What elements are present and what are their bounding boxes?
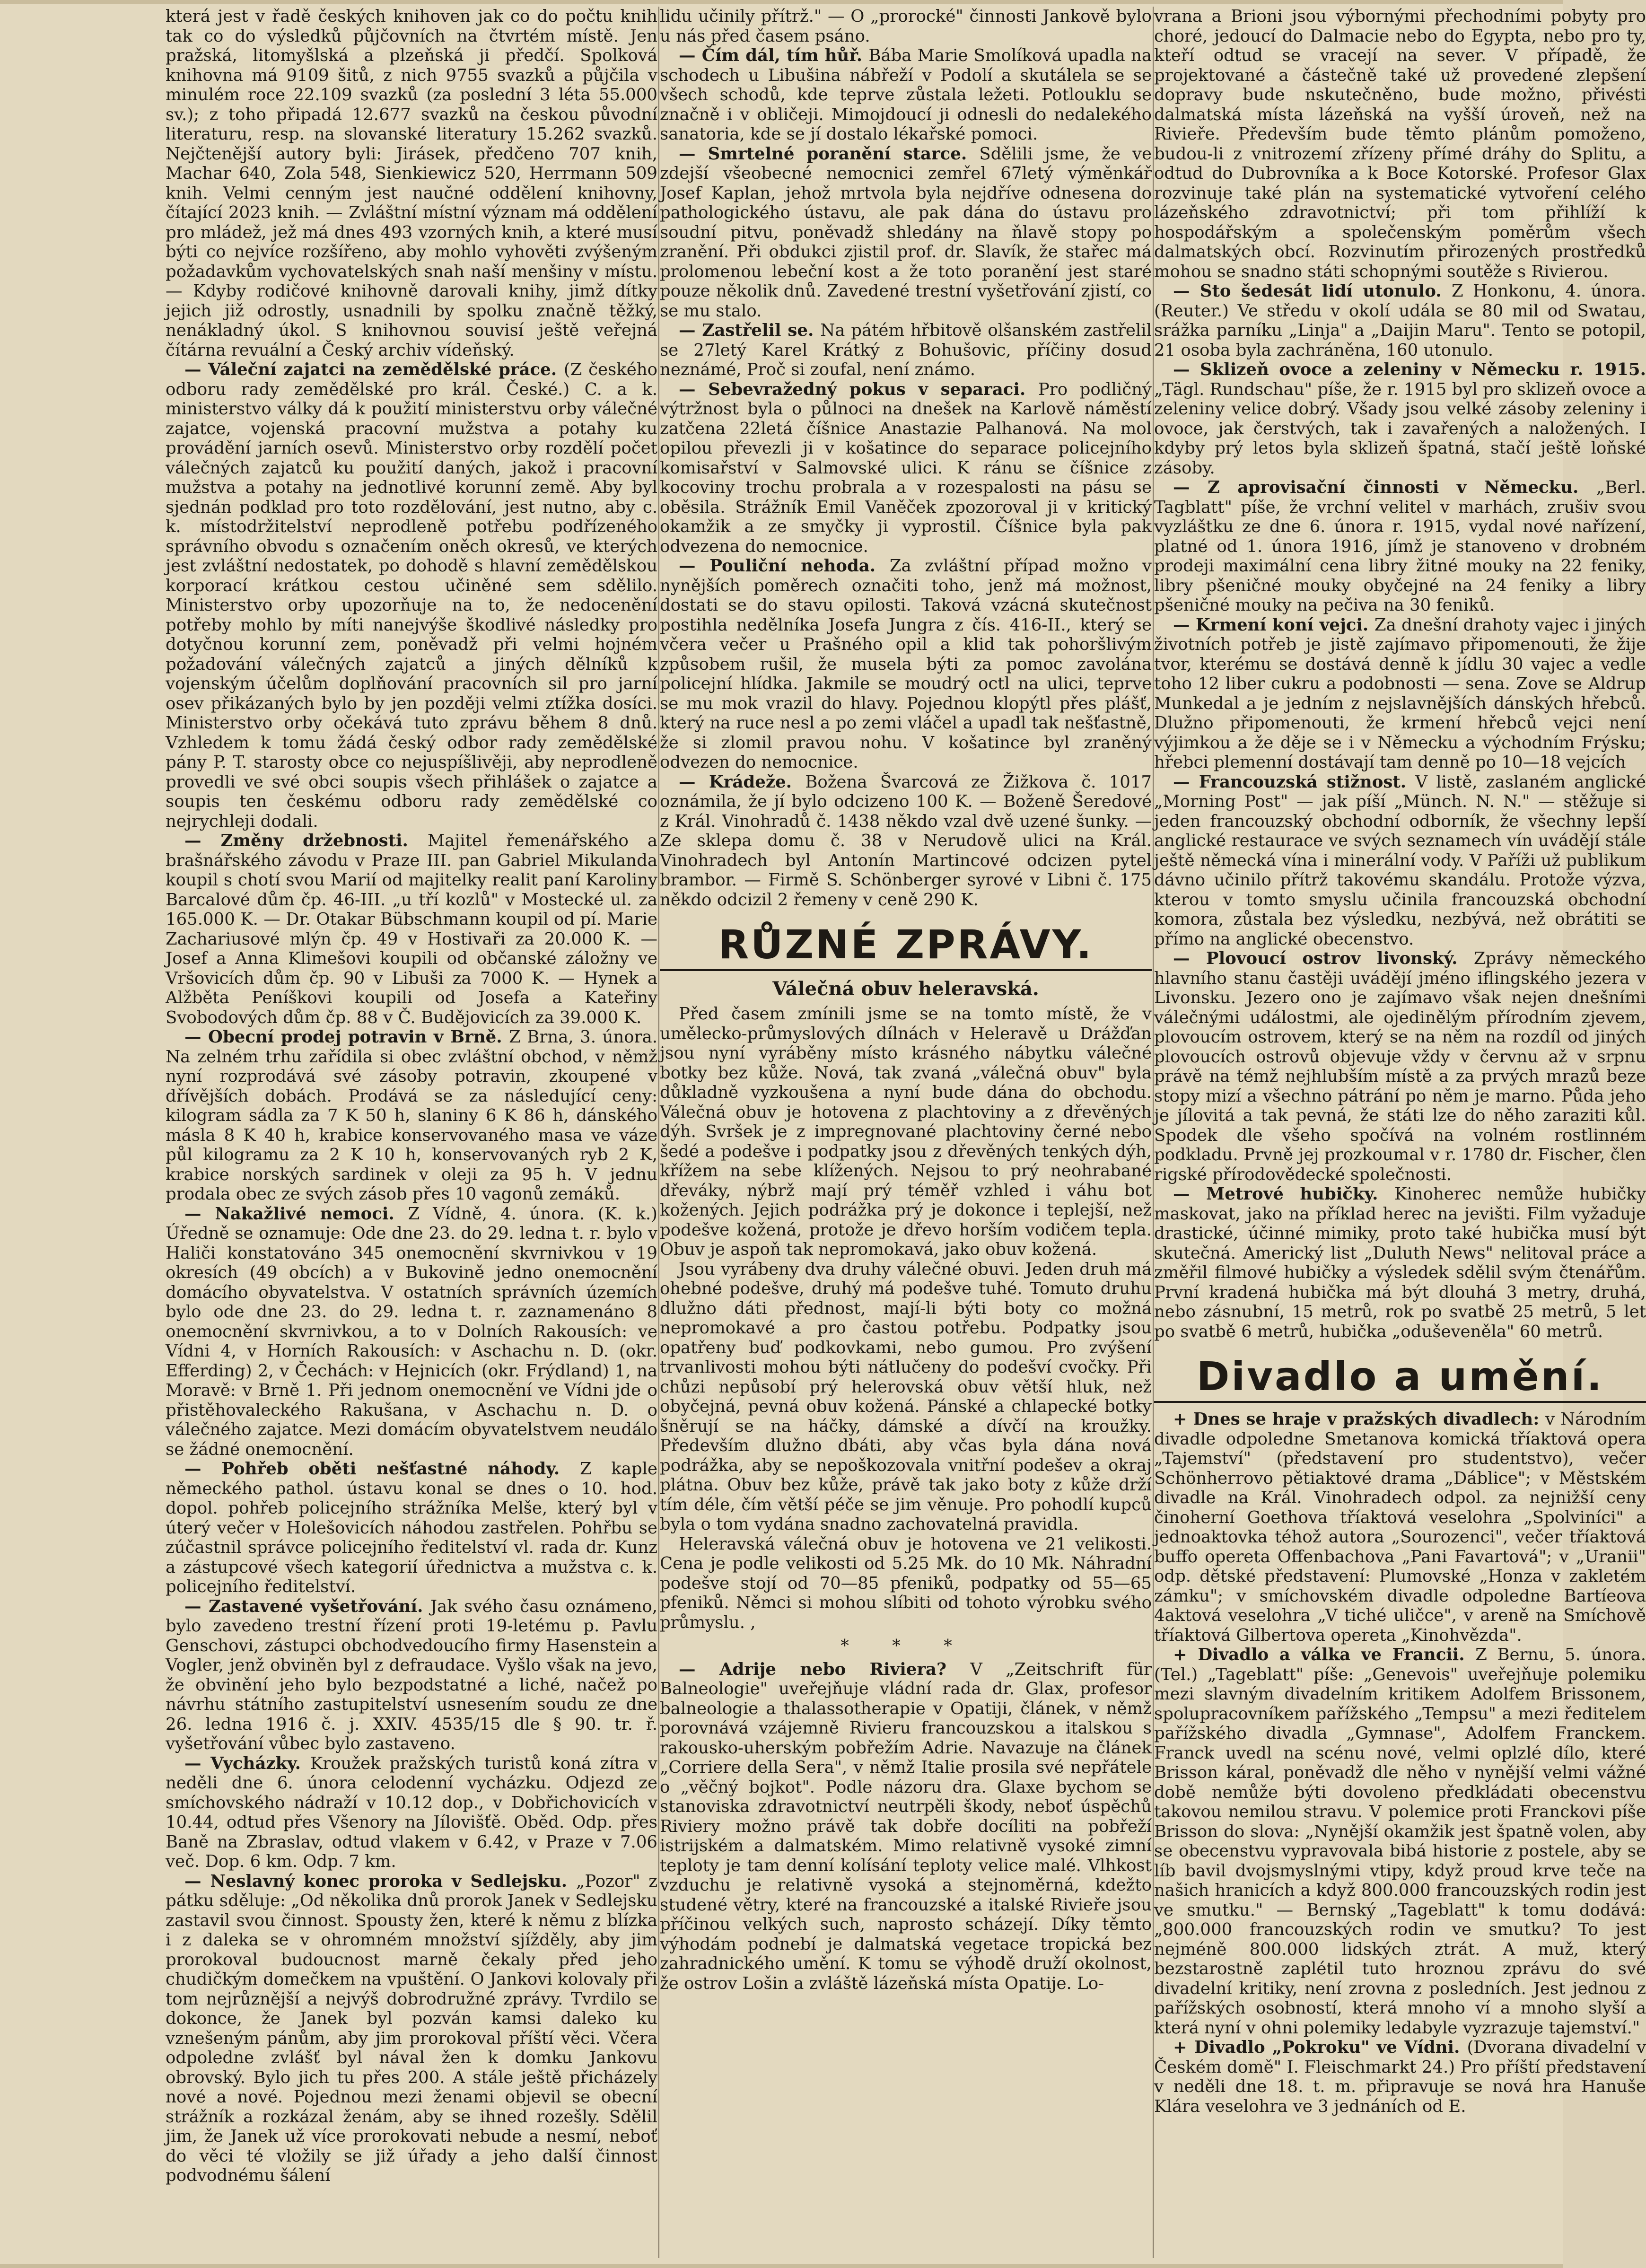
article-text: „Tägl. Rundschau" píše, že r. 1915 byl pro sklizeň ovoce a zeleniny velice dobrý. Všady jsou velké zásoby zeleniny i ovoce, jak čerstvých, tak i zavařených a naložených. I kdyby prý letos byla sklizeň špatná, stačí ještě loňské zásoby. [1154, 379, 1646, 478]
article-paragraph [1154, 772, 1646, 949]
paper-edge-top [0, 0, 1563, 4]
article-text: Kinoherec nemůže hubičky maskovat, jako na příklad herec na jevišti. Film vyžaduje drastické, účinné mimiky, proto také hubička musí být skutečná. Americký list „Duluth News" nelitoval práce a změřil filmové hubičky a výsledek sdělil svým čtenářům. První kradená hubička má být dlouhá 3 metry, druhá, nebo zásnubní, 15 metrů, rok po svatbě 25 metrů, 5 let po svatbě 6 metrů, hubička „oduševeněla" 60 metrů. [1154, 1184, 1646, 1341]
article-text: Z Vídně, 4. února. (K. k.) Úředně se oznamuje: Ode dne 23. do 29. ledna t. r. bylo v Haliči konstatováno 345 onemocnění skvrnivkou v 19 okresích (49 obcích) a v Bukovině jedno onemocnění domácího obyvatelstva. V ostatních správních územích bylo ode dne 23. do 29. ledna t. r. zaznamenáno 8 onemocnění skvrnivkou, a to v Dolních Rakousích: ve Vídni 4, v Horních Rakousích: v Aschachu n. D. (okr. Efferding) 2, v Čechách: v Hejnicích (okr. Frýdland) 1, na Moravě: v Brně 1. Při jednom onemocnění ve Vídni jde o přistěhovaleckého Rakušana, v Aschachu n. D. o válečného zajatce. Mezi domácím obyvatelstvem neudálo se žádné onemocnění. [166, 1204, 657, 1459]
article-text: Z Honkonu, 4. února. (Reuter.) Ve středu v okolí udála se 80 mil od Swatau, srážka parníku „Linja" a „Daijin Maru". Tento se potopil, 21 osoba byla zachráněna, 160 utonulo. [1154, 281, 1646, 360]
article-paragraph [1154, 360, 1646, 478]
article-headline: — Nakažlivé nemoci. [184, 1204, 408, 1224]
column-right [1154, 7, 1646, 2258]
article-text: Za zvláštní případ možno v nynějších poměrech označiti toho, jenž má možnost, dostati se do stavu opilosti. Taková vzácná skutečnost postihla nedělníka Josefa Jungra z čís. 416-II., který se včera večer u Prašného opil a klid tak pohoršlivým způsobem rušil, že musela býti za pomoc zavolána policejní hlídka. Jakmile se moudrý octl na ulici, teprve se mu mok vrazil do hlavy. Pojednou klopýtl přes plášť, který na ruce nesl a po zemi vláčel a upadl tak nešťastně, že si zlomil pravou nohu. V košatince byl zraněný odvezen do nemocnice. [660, 556, 1152, 772]
article-headline: + Dnes se hraje v pražských divadlech: [1173, 1410, 1546, 1429]
article-paragraph [166, 1597, 657, 1754]
article-paragraph [166, 360, 657, 831]
article-headline: + Divadlo a válka ve Francii. [1173, 1645, 1476, 1664]
article-headline: — Sto šedesát lidí utonulo. [1173, 281, 1452, 301]
article-headline: — Krmení koní vejci. [1173, 615, 1375, 635]
article-paragraph [660, 321, 1152, 380]
article-headline: — Sklizeň ovoce a zeleniny v Německu r. 1915. [1173, 360, 1646, 379]
article-headline: — Francouzská stižnost. [1173, 772, 1416, 792]
article-text: Jsou vyrábeny dva druhy válečné obuvi. Jeden druh má ohebné podešve, druhý má podešve tuhé. Tomuto druhu dlužno dáti přednost, mají-li býti boty co možná nepromokavé a pro častou potřebu. Podpatky jsou opatřeny buď podkovkami, nebo gumou. Pro zvýšení trvanlivosti mohou býti nátlučeny do podešví cvočky. Při chůzi nepůsobí prý helerovská obuv větší hluk, než obyčejná, pevná obuv kožená. Pánské a chlapecké botky šněrují se na háčky, dámské a dívčí na kroužky. Především dlužno dbáti, aby včas byla dána nová podrážka, aby se nepoškozovala vnitřní podešev a okraj plátna. Obuv bez kůže, právě tak jako boty z kůže drží tím déle, čím větší péče se jim věnuje. Pro pohodlí kupců byla o tom vydána snadno zachovatelná pravidla. [660, 1259, 1152, 1534]
article-headline: — Vycházky. [184, 1753, 310, 1773]
article-text: lidu učinily přítrž." — O „prorocké" činnosti Jankově bylo u nás před časem psáno. [660, 7, 1152, 46]
article-text: „Pozor" z pátku sděluje: „Od několika dnů prorok Janek v Sedlejsku zastavil svou činnost. Spousty žen, které k němu z blízka i z daleka se v ohromném množství sjížděly, aby jim prorokoval budoucnost marně čekaly před jeho chudičkým domečkem na vpuštění. O Jankovi kolovaly při tom nejrůznější a nejvýš dobrodružné zprávy. Tvrdilo se dokonce, že Janek byl pozván kamsi daleko ku vznešeným pánům, aby jim prorokoval příští věci. Včera odpoledne zvlášť byl nával žen k domku Jankovu obrovský. Bylo jich tu přes 200. A stále ještě přicházely nové a nové. Pojednou mezi ženami objevil se obecní strážník a rozkázal ženám, aby se ihned rozešly. Sdělil jim, že Janek už více prorokovati nebude a nesmí, neboť do věci té vložily se již úřady a jeho další činnost podvodnému šálení [166, 1871, 657, 2185]
article-text: V listě, zaslaném anglické „Morning Post" — jak píší „Münch. N. N." — stěžuje si jeden francouzský obchodní odborník, že všechny lepší anglické restaurace ve svých seznamech vín uvádějí stále ještě německá vína i minerální vody. V Paříži už publikum dávno učinilo přítrž takovému skandálu. Protože výzva, kterou v tomto smyslu učinila francouzská obchodní komora, zůstala bez výsledku, nezbývá, než obrátiti se přímo na anglické obecenstvo. [1154, 772, 1646, 949]
article-text: Heleravská válečná obuv je hotovena ve 21 velikosti. Cena je podle velikosti od 5.25 Mk. do 10 Mk. Náhradní podešve stojí od 70—85 pfeniků, podpatky od 55—65 pfeniků. Němci si mohou slíbiti od tohoto výrobku svého průmyslu. , [660, 1534, 1152, 1632]
article-headline: — Plovoucí ostrov livonský. [1173, 949, 1474, 968]
article-paragraph [1154, 2038, 1646, 2116]
article-headline: — Smrtelné poranění starce. [679, 144, 980, 164]
article-text: Sdělili jsme, že ve zdejší všeobecné nemocnici zemřel 67letý výměnkář Josef Kaplan, jehož mrtvola byla nejdříve odnesena do pathologického ústavu, ale pak dána do ústavu pro soudní pitvu, poněvadž shledány na ňlavě stopy po zranění. Při obdukci zjistil prof. dr. Slavík, že stařec má prolomenou lebeční kost a že toto poranění jest staré pouze několik dnů. Zavedené trestní vyšetřování zjistí, co se mu stalo. [660, 144, 1152, 321]
article-text: Zprávy německého hlavního stanu častěji uvádějí jméno iflingského jezera v Livonsku. Jezero ono je zajímavo však nejen dnešními válečnými událostmi, ale ojedinělým přírodním zjevem, plovoucím ostrovem, který se na něm na rozdíl od jiných plovoucích ostrovů objevuje vždy v červnu až v srpnu právě na témž nejhlubším místě a za prvých mrazů beze stopy mizí a všechno pátrání po něm je marno. Půda jeho je jílovitá a tak pevná, že státi lze do něho zaraziti kůl. Spodek dle všeho spočívá na volném rostlinném podkladu. Prvně jej prozkoumal v r. 1780 dr. Fischer, člen rigské přírodovědecké společnosti. [1154, 949, 1646, 1184]
article-text: V „Zeitschrift für Balneologie" uveřejňuje vládní rada dr. Glax, profesor balneologie a thalassotherapie v Opatiji, článek, v němž porovnává vzájemně Rivieru francouzskou a italskou s rakousko-uherským pobřežím Adrie. Navazuje na článek „Corriere della Sera", v němž Italie prosila své nepřátele o „věčný bojkot". Podle názoru dra. Glaxe bychom se stanoviska zdravotnictví neutrpěli škody, neboť úspěchů Riviery možno právě tak dobře docíliti na pobřeží istrijském a dalmatském. Mimo relativně vysoké zimní teploty je tam denní kolísání teploty velice malé. Vlhkost vzduchu je relativně vysoká a stejnoměrná, kdežto studené větry, které na francouzské a italské Rivieře jsou příčinou velkých such, naprosto scházejí. Díky těmto výhodám podnebí je dalmatská vegetace tropická bez zahradnického umění. K tomu se výhodě druží okolnost, že ostrov Lošin a zvláště lázeňská místa Opatije. Lo- [660, 1659, 1152, 1993]
article-text: Za dnešní drahoty vajec i jiných životních potřeb je jistě zajímavo připomenouti, že žije tvor, kterému se dostává denně k jídlu 30 vajec a vedle toho 12 liber cukru a podobnosti — sena. Zove se Aldrup Munkedal a je jedním z nejslavnějších dánských hřebců. Dlužno připomenouti, že krmení hřebců vejci není výjimkou a že děje se i v Německu a východním Frýsku; hřebci plemenní dostávají tam denně po 10—18 vejcích [1154, 615, 1646, 772]
article-text: Na pátém hřbitově olšanském zastřelil se 27letý Karel Krátký z Bohušovic, příčiny dosud neznámé, Proč si zoufal, není známo. [660, 321, 1152, 379]
article-text: vrana a Brioni jsou výbornými přechodními pobyty pro choré, jedoucí do Dalmacie nebo do Egypta, nebo pro ty, kteří odtud se vracejí na sever. V případě, že projektované a částečně také už provedené zlepšení dopravy bude nskutečněno, bude možno, přivésti dalmatská místa lázeňská na vyšší úroveň, než na Rivieře. Především bude těmto plánům pomoženo, budou-li z vnitrozemí zřízeny přímé dráhy do Splitu, a odtud do Dubrovníka a k Boce Kotorské. Profesor Glax rozvinuje také plán na systematické vytvoření celého lázeňského zdravotnictví; při tom přihlíží k hospodářským a společenským poměrům všech dalmatských obcí. Rozvinutím přirozených prostředků mohou se snadno státi schopnými soutěže s Rivierou. [1154, 7, 1646, 281]
article-headline: — Pohřeb oběti nešťastné náhody. [184, 1459, 580, 1479]
article-paragraph [1154, 7, 1646, 281]
section-banner: RŮZNÉ ZPRÁVY. [718, 921, 1094, 968]
article-text: (Dvorana divadelní v Českém domě" I. Fleischmarkt 24.) Pro příští představení v neděli dne 18. t. m. připravuje se nová hra Hanuše Klára veselohra ve 3 jednáních od E. [1154, 2038, 1646, 2116]
column-divider-right [1153, 7, 1154, 2258]
article-text: Jak svého času oznámeno, bylo zavedeno trestní řízení proti 19-letému p. Pavlu Genschovi, zástupci obchodvedoucího firmy Hasenstein a Vogler, jenž obviněn byl z defraudace. Vyšlo však na jevo, že obvinění jeho bylo bezpodstatné a liché, načež po návrhu státního zastupitelství usnesením soudu ze dne 26. ledna 1916 č. j. XXIV. 4535/15 dle § 90. tr. ř. vyšetřování vůbec bylo zastaveno. [166, 1596, 657, 1753]
article-headline: — Z aprovisační činnosti v Německu. [1173, 478, 1596, 497]
banner-underline [1154, 1401, 1646, 1403]
article-paragraph [1154, 1645, 1646, 2038]
article-headline: — Sebevražedný pokus v separaci. [679, 379, 1038, 399]
article-headline: — Pouliční nehoda. [679, 556, 890, 576]
article-paragraph [660, 1004, 1152, 1260]
article-headline: — Čím dál, tím hůř. [679, 46, 869, 65]
article-paragraph [1154, 478, 1646, 615]
article-text: v Národním divadle odpoledne Smetanova komická tříaktová opera „Tajemství" (představení pro studentstvo), večer Schönherrovo pětiaktové drama „Dáblice"; v Městském divadle na Král. Vinohradech odpol. za nejnižší ceny činoherní Goethova tříaktová veselohra „Spolviníci" a jednoaktovka téhož autora „Sourozenci", večer tříaktová buffo opereta Offenbachova „Pani Favartová"; v „Uranii" odp. dětské představení: Plumovské „Honza v zakletém zámku"; v smíchovském divadle odpoledne Bartíeova 4aktová veselohra „V tiché uličce", v areně na Smíchově tříaktová Gilbertova opereta „Kinohvězda". [1154, 1410, 1646, 1645]
column-divider-left [658, 7, 659, 2258]
article-text: která jest v řadě českých knihoven jak co do počtu knih tak co do výsledků půjčovních na čtvrtém místě. Jen pražská, litomyšlská a plzeňská ji předčí. Spolková knihovna má 9109 šitů, z nich 9755 svazků a půjčila v minulém roce 22.109 svazků (za poslední 3 léta 55.000 sv.); z toho připadá 12.677 svazků na českou původní literaturu, resp. na slovanské literatury 15.262 svazků. Nejčtenější autory byli: Jirásek, předčeno 707 knih, Machar 640, Zola 548, Sienkiewicz 520, Herrmann 509 knih. Velmi cenným jest naučné oddělení knihovny, čítající 2023 knih. — Zvláštní místní význam má oddělení pro mládež, jež má dnes 493 vzorných knih, a které musí býti co nejvíce rozšířeno, aby mohlo vyhověti zvýšeným požadavkům vychovatelských snah naší menšiny v místu. — Kdyby rodičové knihovně darovali knihy, jimž dítky jejich již odrostly, usnadnili by spolku značně těžký, nenákladný úkol. S knihovnou souvisí ještě veřejná čítárna revuální a Český archiv vídeňský. [166, 7, 657, 360]
article-paragraph [660, 772, 1152, 910]
column-left [166, 7, 657, 2258]
article-paragraph [660, 1260, 1152, 1534]
article-paragraph [660, 1534, 1152, 1633]
article-text: Z Brna, 3. února. Na zelném trhu zařídila si obec zvláštní obchod, v němž nyní rozprodává své zásoby potravin, zkoupené v dřívějších dobách. Prodává se za následující ceny: kilogram sádla za 7 K 50 h, slaniny 6 K 86 h, dánského másla 8 K 40 h, krabice konservovaného masa ve váze půl kilogramu za 2 K 10 h, konservovaných ryb 2 K, krabice norských sardinek v oleji za 95 h. V jednu prodala obec ze svých zásob přes 10 vagonů zemáků. [166, 1027, 657, 1204]
article-paragraph [1154, 1184, 1646, 1341]
article-paragraph [1154, 949, 1646, 1184]
article-text: „Berl. Tagblatt" píše, že vrchní velitel v marhách, zrušiv svou vyzláštku ze dne 6. února r. 1915, vydal nové nařízení, platné od 1. února 1916, jímž je stanoveno v drobném prodeji maximální cena libry žitné mouky na 22 feniky, libry pšeničné mouky obyčejné na 24 feniky a libry pšeničné mouky na pečiva na 30 feniků. [1154, 478, 1646, 615]
article-headline: — Zastavené vyšetřování. [184, 1596, 430, 1616]
article-text: (Z českého odboru rady zemědělské pro král. České.) C. a k. ministerstvo války dá k použití ministerstvu orby válečné zajatce, vojenská pracovní mužstva a potahy ku provádění jarních osevů. Ministerstvo orby rozdělí počet válečných zajatců ku použití daných, jakož i pracovní mužstva a potahy na jednotlivé korunní země. Aby byl sjednán podklad pro toto rozdělování, jest nutno, aby c. k. místodržitelství neprodleně potřebu podřízeného správního obvodu s označením oněch okresů, ve kterých jest zvláštní nedostatek, po dohodě s hlavní zemědělskou korporací krátkou cestou učiněné sem sdělilo. Ministerstvo orby upozorňuje na to, že nedocenění potřeby mohlo by míti nanejvýše škodlivé následky pro dotyčnou korunní zem, poněvadž při velmi hojném požadování válečných zajatců a jiných dělníků k vojenským účelům doplňování pracovních sil pro jarní osev přikázaných bylo by jen později velmi ztížka dosíci. Ministerstvo orby očekává tuto zprávu během 8 dnů. Vzhledem k tomu žádá český odbor rady zemědělské pány P. T. starosty obce co nejuspíšlivěji, aby neprodleně provedli ve své obci soupis všech přihlášek o zajatce a soupis ten českému odboru rady zemědělské co nejrychleji dodali. [166, 360, 657, 831]
article-text: Z Bernu, 5. února. (Tel.) „Tageblatt" píše: „Genevois" uveřejňuje polemiku mezi slavným divadelním kritikem Adolfem Brissonem, spolupracovníkem pařížského „Tempsu" a mezi ředitelem pařížského divadla „Gymnase", Adolfem Franckem. Franck uvedl na scénu nové, velmi oplzlé dílo, které Brisson káral, poněvadž dle něho v nynější velmi vážné době nemůže býti dovoleno předkládati obecenstvu takovou nemilou stravu. V polemice proti Franckovi píše Brisson do slova: „Nynější okamžik jest špatně volen, aby se obecenstvu vypravovala bibá historie z postele, aby se líb bavil dvojsmyslnými vtipy, když proud krve teče na našich hranicích a když 800.000 francouzských rodin jest ve smutku." — Bernský „Tageblatt" k tomu dodává: „800.000 francouzských rodin ve smutku? To jest nejméně 800.000 lidských ztrát. A muž, který bezstarostně zaplétil tuto hroznou zprávu do své divadelní kritiky, není zrovna z posledních. Jest jednou z pařížských osobností, která mnoho ví a mnoho slyší a která nyní v ohni polemiky ledabyle vyzrazuje tajemství." [1154, 1645, 1646, 2038]
article-headline: — Krádeže. [679, 772, 805, 792]
banner-underline [660, 969, 1152, 971]
article-text: Majitel řemenářského a brašnářského závodu v Praze III. pan Gabriel Mikulanda koupil s chotí svou Marií od majitelky realit paní Karoliny Barcalové dům čp. 46-III. „u tří kozlů" v Mostecké ul. za 165.000 K. — Dr. Otakar Bübschmann koupil od pí. Marie Zachariusové mlýn čp. 49 v Hostivaři za 20.000 K. — Josef a Anna Klimešovi koupili od občanské záložny ve Vršovicích dům čp. 90 v Libuši za 7000 K. — Hynek a Alžběta Peníškovi koupili od Josefa a Kateřiny Svobodových dům čp. 88 v Č. Budějovicích za 39.000 K. [166, 831, 657, 1027]
article-headline: — Adrije nebo Riviera? [679, 1659, 971, 1679]
article-text: Kroužek pražských turistů koná zítra v neděli dne 6. února celodenní vycházku. Odjezd ze smíchovského nádraží v 10.12 dop., v Dobřichovicích v 10.44, odtud přes Všenory na Jílovišťě. Oběd. Odp. přes Baně na Zbraslav, odtud vlakem v 6.42, v Praze v 7.06 več. Dop. 6 km. Odp. 7 km. [166, 1753, 657, 1871]
article-headline: — Neslavný konec proroka v Sedlejsku. [184, 1871, 576, 1891]
column-middle [660, 7, 1152, 2258]
article-headline: — Změny držebnosti. [184, 831, 428, 850]
article-text: Před časem zmínili jsme se na tomto místě, že v umělecko-průmyslových dílnách v Heleravě u Drážďan jsou nyní vyráběny místo krásného nábytku válečné botky bez kůže. Nová, tak zvaná „válečná obuv" byla důkladně vyzkoušena a nyní bude dána do obchodu. Válečná obuv je hotovena z plachtoviny a z dřevěných dýh. Svršek je z impregnované plachtoviny černé nebo šedé a podešve i podpatky jsou z dřevěných tenkých dýh, křížem na sebe klížených. Nejsou to prý neohrabané dřeváky, nýbrž mají prý téměř vzhled i váhu bot kožených. Jejich podrážka prý je dokonce i teplejší, než podešve kožená, protože je dřevo horším vodičem tepla. Obuv je aspoň tak nepromokavá, jako obuv kožená. [660, 1004, 1152, 1259]
article-paragraph [660, 46, 1152, 144]
article-paragraph [660, 7, 1152, 46]
article-paragraph [166, 1204, 657, 1460]
paper-edge-bottom [0, 2264, 1563, 2268]
article-headline: — Metrové hubičky. [1173, 1184, 1394, 1204]
section-banner: Divadlo a umění. [1196, 1353, 1604, 1400]
separator-stars: * * * [841, 1636, 971, 1655]
article-paragraph [1154, 281, 1646, 360]
article-paragraph [1154, 615, 1646, 772]
article-paragraph [166, 1872, 657, 2186]
article-headline: + Divadlo „Pokroku" ve Vídni. [1173, 2038, 1467, 2057]
article-paragraph [166, 1027, 657, 1204]
article-text: Z kaple německého pathol. ústavu konal se dnes o 10. hod. dopol. pohřeb policejního strážníka Melše, který byl v úterý večer v Holešovicích náhodou zastřelen. Pohřbu se zúčastnil správce policejního ředitelství vl. rada dr. Kunz a zástupcové všech kategorií úřednictva a mužstva c. k. policejního ředitelství. [166, 1459, 657, 1596]
article-paragraph [660, 380, 1152, 557]
article-text: Bába Marie Smolíková upadla na schodech u Libušina nábřeží v Podolí a skutálela se se všech schodů, kde teprve zůstala ležeti. Potlouklu se značně i v obličeji. Mimojdoucí ji odnesli do nedalekého sanatoria, kde se jí dostalo lékařské pomoci. [660, 46, 1152, 144]
article-text: Pro podličný výtržnost byla o půlnoci na dnešek na Karlově náměstí zatčena 22letá číšnice Anastazie Palhanová. Na mol opilou převezli ji v košatince do separace policejního komisařství v Salmovské ulici. K ránu se číšnice z kocoviny trochu probrala a v rozespalosti na pásu se oběsila. Strážník Emil Vaněček zpozoroval ji v kritický okamžik a ze smyčky ji vyprostil. Číšnice byla pak odvezena do nemocnice. [660, 379, 1152, 556]
article-subheading: Válečná obuv heleravská. [772, 978, 1039, 1000]
article-paragraph [1154, 1410, 1646, 1645]
article-text: Božena Švarcová ze Žižkova č. 1017 oznámila, že jí bylo odcizeno 100 K. — Boženě Šeredové z Král. Vinohradů č. 1438 někdo vzal dvě uzené šunky. — Ze sklepa domu č. 38 v Nerudově ulici na Král. Vinohradech byl Antonín Martincové odcizen pytel brambor. — Firmě S. Schönberger syrové v Libni č. 175 někdo odcizil 2 řemeny v ceně 290 K. [660, 772, 1152, 910]
article-paragraph [660, 144, 1152, 321]
article-headline: — Zastřelil se. [679, 321, 821, 340]
article-paragraph [660, 1660, 1152, 1994]
article-headline: — Váleční zajatci na zemědělské práce. [184, 360, 564, 379]
article-paragraph [166, 831, 657, 1027]
article-paragraph [660, 556, 1152, 772]
article-paragraph [166, 1754, 657, 1872]
article-paragraph [166, 7, 657, 360]
article-headline: — Obecní prodej potravin v Brně. [184, 1027, 509, 1047]
article-paragraph [166, 1459, 657, 1597]
